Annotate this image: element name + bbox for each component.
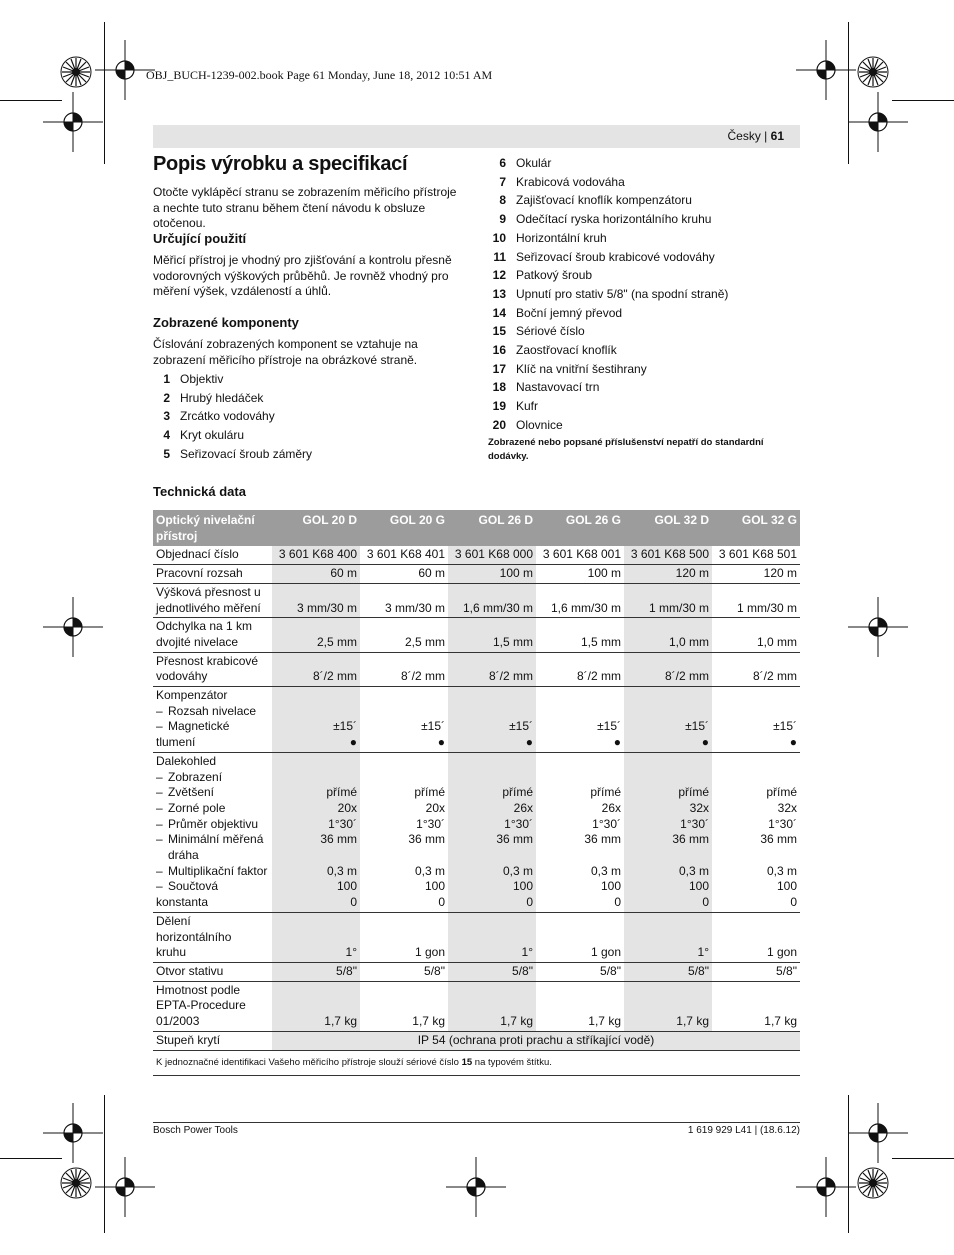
row-label-line: EPTA-Procedure: [156, 998, 246, 1013]
cell-line-blank: [794, 848, 797, 862]
cell-value: [360, 752, 448, 912]
component-list-right: [482, 154, 728, 435]
footer-right: 1 619 929 L41 | (18.6.12): [687, 1125, 800, 1136]
list-item: [482, 154, 728, 173]
item-number: 4: [163, 428, 170, 443]
model-header: GOL 20 G: [360, 510, 448, 546]
dash-mark: –: [156, 832, 163, 847]
cell-line: 0,3 m: [326, 863, 357, 878]
intro-paragraph: Otočte vyklápěcí stranu se zobrazením měřicího přístroje a nechte tuto stranu během čtení návodu k obsluze otočenou.: [153, 185, 457, 231]
page-title: Popis výrobku a specifikací: [153, 153, 408, 175]
footnote-post: na typovém štítku.: [472, 1056, 552, 1068]
cell-line: 20x: [337, 800, 357, 815]
cell-value: 1,7 kg: [536, 981, 624, 1031]
cell-value: 8´/2 mm: [272, 652, 360, 686]
item-number: 3: [163, 409, 170, 424]
cell-line: 1°30´: [768, 816, 797, 831]
row-sublabel: Zorné pole: [168, 800, 226, 815]
row-label-line: Objednací číslo: [156, 547, 239, 562]
dash-mark: –: [156, 879, 163, 894]
item-number: 13: [492, 286, 506, 301]
cell-line: 0,3 m: [414, 863, 445, 878]
item-label: Odečítací ryska horizontálního kruhu: [516, 212, 712, 227]
print-slug: OBJ_BUCH-1239-002.book Page 61 Monday, June 18, 2012 10:51 AM: [146, 68, 493, 82]
item-label: Zrcátko vodováhy: [180, 409, 275, 424]
row-label-line: Dalekohled: [156, 753, 217, 768]
cell-value: [360, 687, 448, 753]
cell-value: 5/8": [712, 962, 800, 981]
cell-value: 1,5 mm: [448, 618, 536, 652]
model-header: GOL 26 G: [536, 510, 624, 546]
cell-line: 36 mm: [672, 832, 709, 847]
list-item: [482, 397, 728, 416]
row-sublabel: Součtová konstanta: [156, 879, 219, 910]
cell-line: ●: [525, 735, 533, 750]
item-label: Zajišťovací knoflík kompenzátoru: [516, 193, 692, 208]
header-language: Česky: [727, 129, 761, 143]
item-label: Seřizovací šroub záměry: [180, 446, 313, 461]
footer-left: Bosch Power Tools: [153, 1125, 238, 1136]
page-header: [727, 129, 784, 143]
page-header-bar: [153, 125, 800, 148]
cell-value: 1 mm/30 m: [624, 583, 712, 617]
cell-line: 32x: [777, 800, 797, 815]
accessory-note: Zobrazené nebo popsané příslušenství nepatří do standardní dodávky.: [488, 437, 764, 462]
cell-line: ●: [349, 735, 357, 750]
row-label: Stupeň krytí: [153, 1031, 272, 1050]
use-heading: Určující použití: [153, 231, 247, 246]
item-label: Zaostřovací knoflík: [516, 343, 617, 358]
cell-line-blank: [618, 848, 621, 862]
item-label: Boční jemný převod: [516, 305, 623, 320]
cell-value: 3 mm/30 m: [360, 583, 448, 617]
item-number: 20: [492, 417, 506, 432]
table-row: [153, 652, 800, 686]
cell-value: 8´/2 mm: [712, 652, 800, 686]
cell-line: ±15´: [333, 719, 357, 734]
cell-value: 1,7 kg: [624, 981, 712, 1031]
row-label-line: jednotlivého měření: [156, 600, 261, 615]
cell-line: 0: [614, 895, 621, 910]
cell-line: přímé: [414, 785, 445, 800]
table-row: [153, 1031, 800, 1050]
list-item: [482, 266, 728, 285]
cell-line: 0: [702, 895, 709, 910]
cell-line: přímé: [502, 785, 533, 800]
cell-value: [536, 687, 624, 753]
cell-line: ●: [437, 735, 445, 750]
components-heading: Zobrazené komponenty: [153, 315, 299, 330]
cell-value: 60 m: [360, 565, 448, 584]
cell-value: 1 gon: [360, 912, 448, 962]
row-label: [153, 618, 272, 652]
model-header: GOL 32 D: [624, 510, 712, 546]
cell-value: 5/8": [272, 962, 360, 981]
cell-value: 5/8": [624, 962, 712, 981]
cell-value: 2,5 mm: [360, 618, 448, 652]
list-item: [482, 304, 728, 323]
cell-value: 8´/2 mm: [448, 652, 536, 686]
cell-value: [448, 752, 536, 912]
model-header: GOL 20 D: [272, 510, 360, 546]
cell-line: 36 mm: [584, 832, 621, 847]
cell-value: 1°: [624, 912, 712, 962]
item-number: 17: [492, 361, 506, 376]
cell-line: 26x: [601, 800, 621, 815]
cell-line: ±15´: [597, 719, 621, 734]
cell-line: 20x: [425, 800, 445, 815]
cell-value: 100 m: [448, 565, 536, 584]
cell-line-blank: [706, 848, 709, 862]
row-label-line: Kompenzátor: [156, 688, 228, 703]
cell-value: 1,7 kg: [360, 981, 448, 1031]
cell-value: 3 601 K68 000: [448, 546, 536, 564]
row-label-line: Odchylka na 1 km: [156, 619, 253, 634]
item-number: 15: [492, 324, 506, 339]
cell-value: 3 601 K68 001: [536, 546, 624, 564]
item-number: 16: [492, 343, 506, 358]
cell-value: 8´/2 mm: [624, 652, 712, 686]
cell-line: 100: [776, 879, 797, 894]
cell-value: 8´/2 mm: [536, 652, 624, 686]
cell-value: 3 601 K68 400: [272, 546, 360, 564]
table-row: [153, 546, 800, 564]
cell-value: 1 gon: [712, 912, 800, 962]
row-label: [153, 546, 272, 564]
item-number: 14: [492, 305, 506, 320]
cell-line: ±15´: [773, 719, 797, 734]
item-number: 8: [499, 193, 506, 208]
item-label: Upnutí pro stativ 5/8" (na spodní straně): [516, 286, 729, 301]
cell-value: 1,0 mm: [624, 618, 712, 652]
dash-mark: –: [156, 785, 163, 800]
cell-line: přímé: [590, 785, 621, 800]
row-label-line: Dělení horizontálního: [156, 913, 232, 944]
model-header: GOL 32 G: [712, 510, 800, 546]
cell-value: [272, 752, 360, 912]
item-number: 12: [492, 268, 506, 283]
cell-value: 5/8": [448, 962, 536, 981]
cell-value: 1,6 mm/30 m: [448, 583, 536, 617]
cell-line: 0,3 m: [502, 863, 533, 878]
table-footnote-row: [153, 1050, 800, 1076]
cell-value: 1 gon: [536, 912, 624, 962]
item-number: 18: [492, 380, 506, 395]
row-label-line: Pracovní rozsah: [156, 566, 243, 581]
cell-line: 26x: [513, 800, 533, 815]
row-sublabel: Multiplikační faktor: [168, 863, 268, 878]
cell-line: 36 mm: [320, 832, 357, 847]
table-row: [153, 962, 800, 981]
footnote-pre: K jednoznačné identifikaci Vašeho měřicího přístroje slouží sériové číslo: [156, 1056, 462, 1068]
list-item: [482, 378, 728, 397]
table-row: [153, 565, 800, 584]
row-label: [153, 912, 272, 962]
list-item: [146, 426, 312, 445]
cell-line: ●: [789, 735, 797, 750]
cell-line: ±15´: [421, 719, 445, 734]
cell-line-blank: [530, 848, 533, 862]
item-number: 10: [492, 230, 506, 245]
cell-value: [712, 687, 800, 753]
cell-line: 1°30´: [416, 816, 445, 831]
item-label: Seřizovací šroub krabicové vodováhy: [516, 249, 715, 264]
table-footnote: [153, 1050, 800, 1076]
cell-line: přímé: [326, 785, 357, 800]
cell-line: 0: [526, 895, 533, 910]
item-number: 7: [499, 174, 506, 189]
list-item: [482, 416, 728, 435]
cell-line: ±15´: [509, 719, 533, 734]
cell-line: 100: [336, 879, 357, 894]
dash-mark: –: [156, 816, 163, 831]
item-label: Nastavovací trn: [516, 380, 600, 395]
list-item: [146, 389, 312, 408]
cell-line: 1°30´: [592, 816, 621, 831]
cell-value: 1°: [448, 912, 536, 962]
item-number: 19: [492, 399, 506, 414]
cell-value: 1,7 kg: [272, 981, 360, 1031]
component-list-left: [146, 370, 312, 464]
protection-value: IP 54 (ochrana proti prachu a stříkající vodě): [272, 1031, 800, 1050]
dash-mark: –: [156, 863, 163, 878]
cell-value: 5/8": [360, 962, 448, 981]
item-label: Kufr: [516, 399, 539, 414]
item-label: Krabicová vodováha: [516, 174, 625, 189]
cell-value: [448, 687, 536, 753]
list-item: [482, 229, 728, 248]
cell-value: 1,7 kg: [712, 981, 800, 1031]
cell-value: 60 m: [272, 565, 360, 584]
cell-value: 3 mm/30 m: [272, 583, 360, 617]
table-header-label: Optický nivelační přístroj: [153, 510, 272, 546]
item-label: Kryt okuláru: [180, 428, 245, 443]
dash-mark: –: [156, 703, 163, 718]
row-label: [153, 687, 272, 753]
cell-line-blank: [442, 848, 445, 862]
table-row: [153, 981, 800, 1031]
table-row: [153, 912, 800, 962]
cell-line: 100: [512, 879, 533, 894]
footnote-num: 15: [461, 1056, 473, 1068]
cell-line: 1°30´: [504, 816, 533, 831]
cell-line: 32x: [689, 800, 709, 815]
row-label-line: vodováhy: [156, 669, 208, 684]
item-label: Objektiv: [180, 372, 224, 386]
row-label-line: kruhu: [156, 945, 187, 960]
item-label: Sériové číslo: [516, 324, 585, 339]
row-label-line: 01/2003: [156, 1014, 200, 1029]
table-row: [153, 618, 800, 652]
cell-value: [712, 752, 800, 912]
cell-line: 36 mm: [760, 832, 797, 847]
row-sublabel: dráha: [168, 848, 199, 863]
item-label: Klíč na vnitřní šestihrany: [516, 361, 647, 376]
cell-value: 1,6 mm/30 m: [536, 583, 624, 617]
tech-heading: Technická data: [153, 484, 246, 499]
cell-value: 1°: [272, 912, 360, 962]
header-separator: |: [764, 129, 768, 143]
row-label: [153, 652, 272, 686]
cell-line: 100: [600, 879, 621, 894]
table-header-row: [153, 510, 800, 546]
cell-value: 5/8": [536, 962, 624, 981]
cell-line: 0,3 m: [766, 863, 797, 878]
item-label: Patkový šroub: [516, 268, 593, 283]
item-number: 2: [163, 390, 170, 405]
cell-line: přímé: [766, 785, 797, 800]
table-row: [153, 583, 800, 617]
row-sublabel: Zvětšení: [168, 785, 215, 800]
use-paragraph: Měřicí přístroj je vhodný pro zjišťování a kontrolu přesně vodorovných výškových průběhů. Je rovněž vhodný pro měření výšek, vzdáleností a úhlů.: [153, 253, 452, 299]
row-label: [153, 583, 272, 617]
item-number: 6: [499, 156, 506, 170]
cell-value: [272, 687, 360, 753]
item-number: 11: [493, 249, 506, 264]
row-label: [153, 752, 272, 912]
cell-value: 3 601 K68 401: [360, 546, 448, 564]
cell-value: 1,5 mm: [536, 618, 624, 652]
cell-value: 1,0 mm: [712, 618, 800, 652]
item-number: 9: [499, 212, 506, 227]
item-number: 5: [163, 446, 170, 461]
list-item: [482, 210, 728, 229]
cell-line: 0: [350, 895, 357, 910]
list-item: [482, 191, 728, 210]
item-label: Okulár: [516, 156, 552, 170]
cell-value: 1 mm/30 m: [712, 583, 800, 617]
row-label-line: Výšková přesnost u: [156, 584, 261, 599]
list-item: [482, 173, 728, 192]
item-number: 1: [163, 372, 170, 386]
list-item: [482, 248, 728, 267]
tech-data-table: [153, 510, 800, 1076]
list-item: [146, 407, 312, 426]
item-label: Olovnice: [516, 417, 563, 432]
row-label-line: Přesnost krabicové: [156, 653, 259, 668]
row-sublabel: Rozsah nivelace: [168, 703, 257, 718]
row-sublabel: Magnetické tlumení: [156, 719, 230, 750]
cell-line: 36 mm: [408, 832, 445, 847]
cell-line: přímé: [678, 785, 709, 800]
cell-line: ●: [613, 735, 621, 750]
item-label: Horizontální kruh: [516, 230, 607, 245]
footer-rule: [153, 1122, 800, 1123]
cell-line: ±15´: [685, 719, 709, 734]
cell-line: 0,3 m: [678, 863, 709, 878]
cell-line: 0: [438, 895, 445, 910]
components-paragraph: Číslování zobrazených komponent se vztahuje na zobrazení měřicího přístroje na obrázkové straně.: [153, 337, 418, 367]
cell-value: 120 m: [712, 565, 800, 584]
dash-mark: –: [156, 769, 163, 784]
row-label: [153, 565, 272, 584]
list-item: [482, 285, 728, 304]
cell-line: ●: [701, 735, 709, 750]
model-header: GOL 26 D: [448, 510, 536, 546]
list-item: [146, 370, 312, 389]
cell-value: [536, 752, 624, 912]
row-sublabel: Průměr objektivu: [168, 816, 259, 831]
cell-line: 0: [790, 895, 797, 910]
dash-mark: –: [156, 719, 163, 734]
cell-line: 0,3 m: [590, 863, 621, 878]
cell-value: 8´/2 mm: [360, 652, 448, 686]
cell-value: 3 601 K68 500: [624, 546, 712, 564]
table-row: [153, 752, 800, 912]
list-item: [482, 322, 728, 341]
row-label: [153, 962, 272, 981]
cell-line: 1°30´: [328, 816, 357, 831]
cell-line: 1°30´: [680, 816, 709, 831]
item-label: Hrubý hledáček: [180, 390, 264, 405]
cell-line: 100: [688, 879, 709, 894]
row-sublabel: Minimální měřená: [168, 832, 264, 847]
cell-value: 3 601 K68 501: [712, 546, 800, 564]
cell-line-blank: [354, 848, 357, 862]
row-label-line: Otvor stativu: [156, 963, 224, 978]
dash-mark: –: [156, 800, 163, 815]
cell-value: [624, 752, 712, 912]
row-sublabel: Zobrazení: [168, 769, 223, 784]
list-item: [482, 341, 728, 360]
row-label-line: Hmotnost podle: [156, 982, 241, 997]
cell-value: 2,5 mm: [272, 618, 360, 652]
cell-line: 100: [424, 879, 445, 894]
cell-value: 120 m: [624, 565, 712, 584]
cell-line: 36 mm: [496, 832, 533, 847]
table-row: [153, 687, 800, 753]
cell-value: [624, 687, 712, 753]
cell-value: 1,7 kg: [448, 981, 536, 1031]
row-label: [153, 981, 272, 1031]
cell-value: 100 m: [536, 565, 624, 584]
list-item: [482, 360, 728, 379]
row-label-line: dvojité nivelace: [156, 634, 239, 649]
page-number: 61: [770, 129, 784, 143]
list-item: [146, 445, 312, 464]
